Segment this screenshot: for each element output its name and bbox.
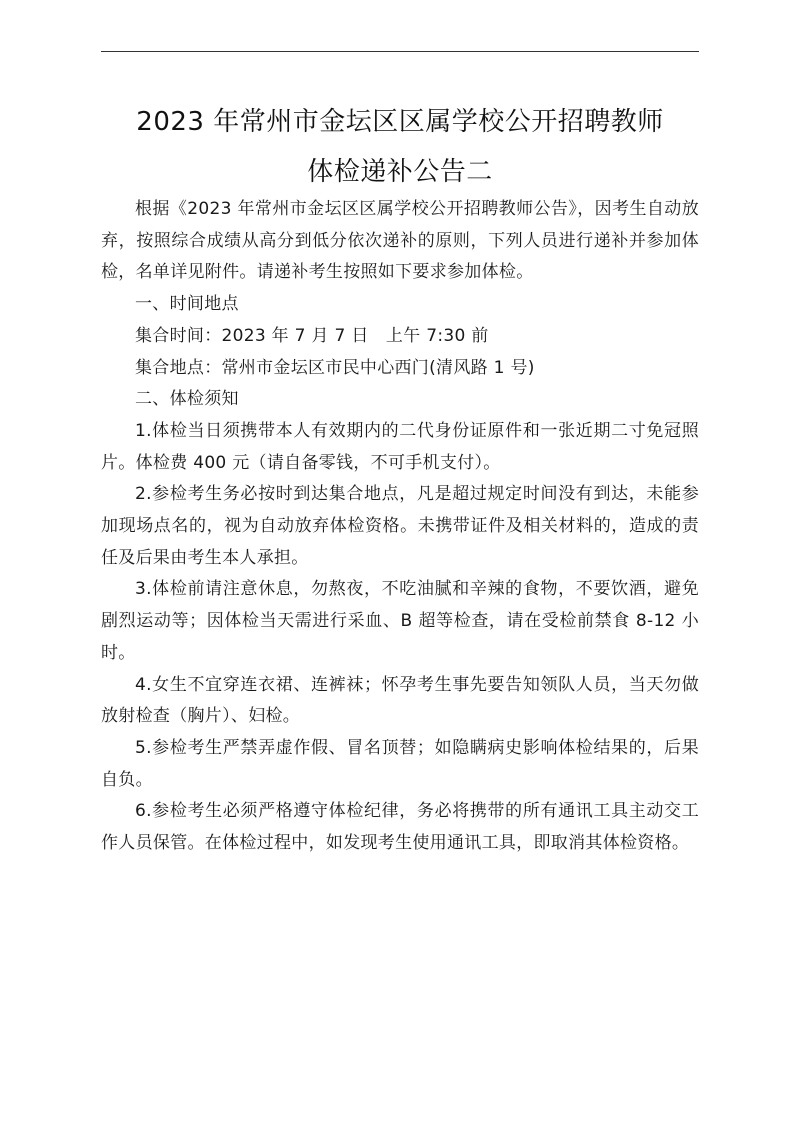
notice-item-3: 3.体检前请注意休息，勿熬夜，不吃油腻和辛辣的食物，不要饮酒，避免剧烈运动等；因体检当天需进行采血、B 超等检查，请在受检前禁食 8-12 小时。 <box>101 579 699 663</box>
document-subtitle: 体检递补公告二 <box>307 157 493 187</box>
section-heading-notice: 二、体检须知 <box>135 389 239 410</box>
notice-item-4: 4.女生不宜穿连衣裙、连裤袜；怀孕考生事先要告知领队人员，当天勿做放射检查（胸片）、妇检。 <box>101 674 699 727</box>
intro-paragraph: 根据《2023 年常州市金坛区区属学校公开招聘教师公告》，因考生自动放弃，按照综合成绩从高分到低分依次递补的原则，下列人员进行递补并参加体检，名单详见附件。请递补考生按照如下要求参加体检。 <box>101 199 699 283</box>
notice-item-1: 1.体检当日须携带本人有效期内的二代身份证原件和一张近期二寸免冠照片。体检费 400 元（请自备零钱，不可手机支付）。 <box>101 420 699 473</box>
document-title: 2023 年常州市金坛区区属学校公开招聘教师 <box>136 107 664 137</box>
assembly-place: 集合地点：常州市金坛区市民中心西门(清风路 1 号) <box>135 357 535 378</box>
header-rule <box>101 51 699 52</box>
assembly-time: 集合时间：2023 年 7 月 7 日 上午 7:30 前 <box>135 325 489 346</box>
section-heading-time-place: 一、时间地点 <box>135 294 239 315</box>
document-body <box>101 194 699 860</box>
notice-item-6: 6.参检考生必须严格遵守体检纪律，务必将携带的所有通讯工具主动交工作人员保管。在体检过程中，如发现考生使用通讯工具，即取消其体检资格。 <box>101 801 699 854</box>
notice-item-5: 5.参检考生严禁弄虚作假、冒名顶替；如隐瞒病史影响体检结果的，后果自负。 <box>101 737 699 790</box>
notice-item-2: 2.参检考生务必按时到达集合地点，凡是超过规定时间没有到达，未能参加现场点名的，视为自动放弃体检资格。未携带证件及相关材料的，造成的责任及后果由考生本人承担。 <box>101 484 699 568</box>
